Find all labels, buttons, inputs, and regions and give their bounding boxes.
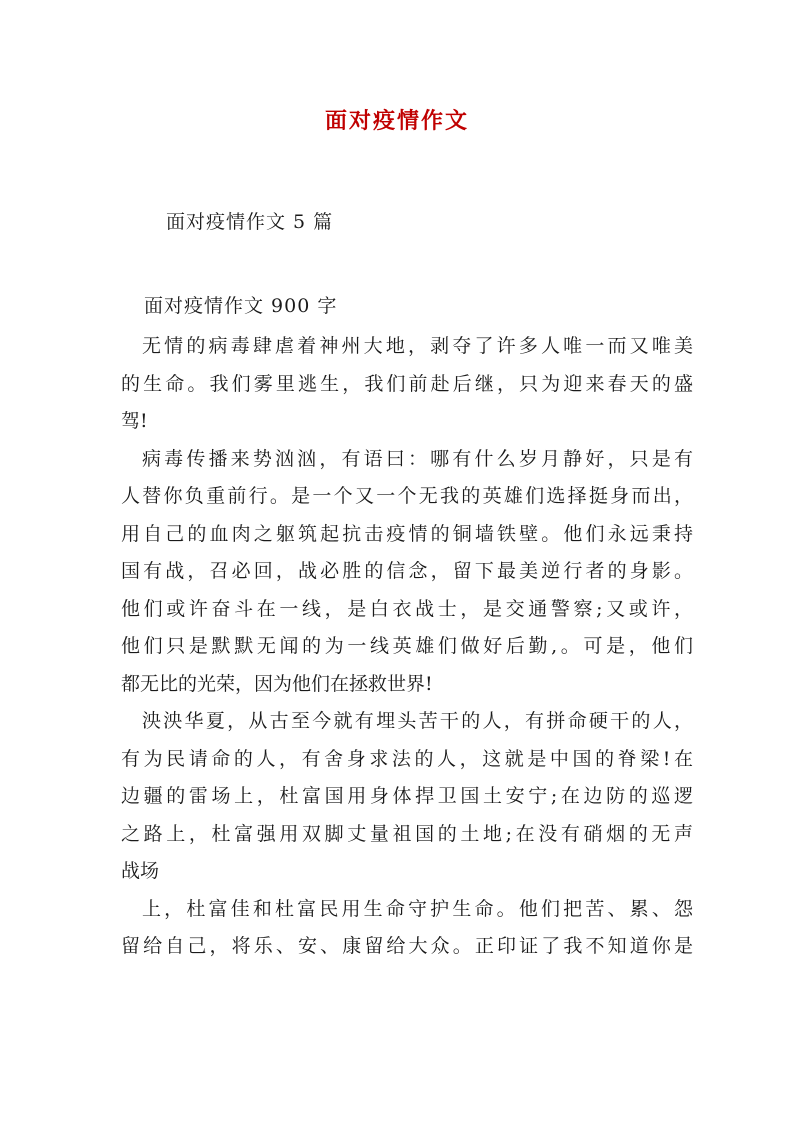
body-text (121, 328, 693, 966)
body-line: 都无比的光荣，因为他们在拯救世界! (121, 672, 433, 695)
body-line: 他们或许奋斗在一线，是白衣战士，是交通警察;又或许， (121, 597, 693, 620)
body-line: 的生命。我们雾里逃生，我们前赴后继，只为迎来春天的盛 (121, 372, 693, 395)
body-line: 上，杜富佳和杜富民用生命守护生命。他们把苦、累、怨 (142, 897, 693, 920)
body-line: 留给自己，将乐、安、康留给大众。正印证了我不知道你是 (121, 935, 693, 957)
body-line: 边疆的雷场上，杜富国用身体捍卫国土安宁;在边防的巡逻 (121, 785, 693, 807)
body-line: 泱泱华夏，从古至今就有埋头苦干的人，有拼命硬干的人， (142, 710, 693, 732)
body-line: 战场 (121, 860, 160, 882)
body-line: 有为民请命的人，有舍身求法的人，这就是中国的脊梁!在 (121, 747, 693, 770)
body-line: 他们只是默默无闻的为一线英雄们做好后勤,。可是，他们 (121, 635, 693, 657)
body-line: 病毒传播来势汹汹，有语曰：哪有什么岁月静好，只是有 (142, 447, 693, 470)
document-title: 面对疫情作文 (324, 108, 469, 134)
body-line: 用自己的血肉之躯筑起抗击疫情的铜墙铁壁。他们永远秉持 (121, 522, 693, 545)
body-line: 无情的病毒肆虐着神州大地，剥夺了许多人唯一而又唯美 (142, 335, 693, 357)
body-line: 国有战，召必回，战必胜的信念，留下最美逆行者的身影。 (121, 560, 693, 582)
section-heading: 面对疫情作文 900 字 (144, 295, 338, 317)
body-line: 之路上，杜富强用双脚丈量祖国的土地;在没有硝烟的无声 (121, 822, 693, 845)
body-line: 人替你负重前行。是一个又一个无我的英雄们选择挺身而出， (121, 485, 693, 507)
document-subtitle: 面对疫情作文 5 篇 (166, 211, 334, 233)
body-line: 驾! (121, 410, 148, 432)
